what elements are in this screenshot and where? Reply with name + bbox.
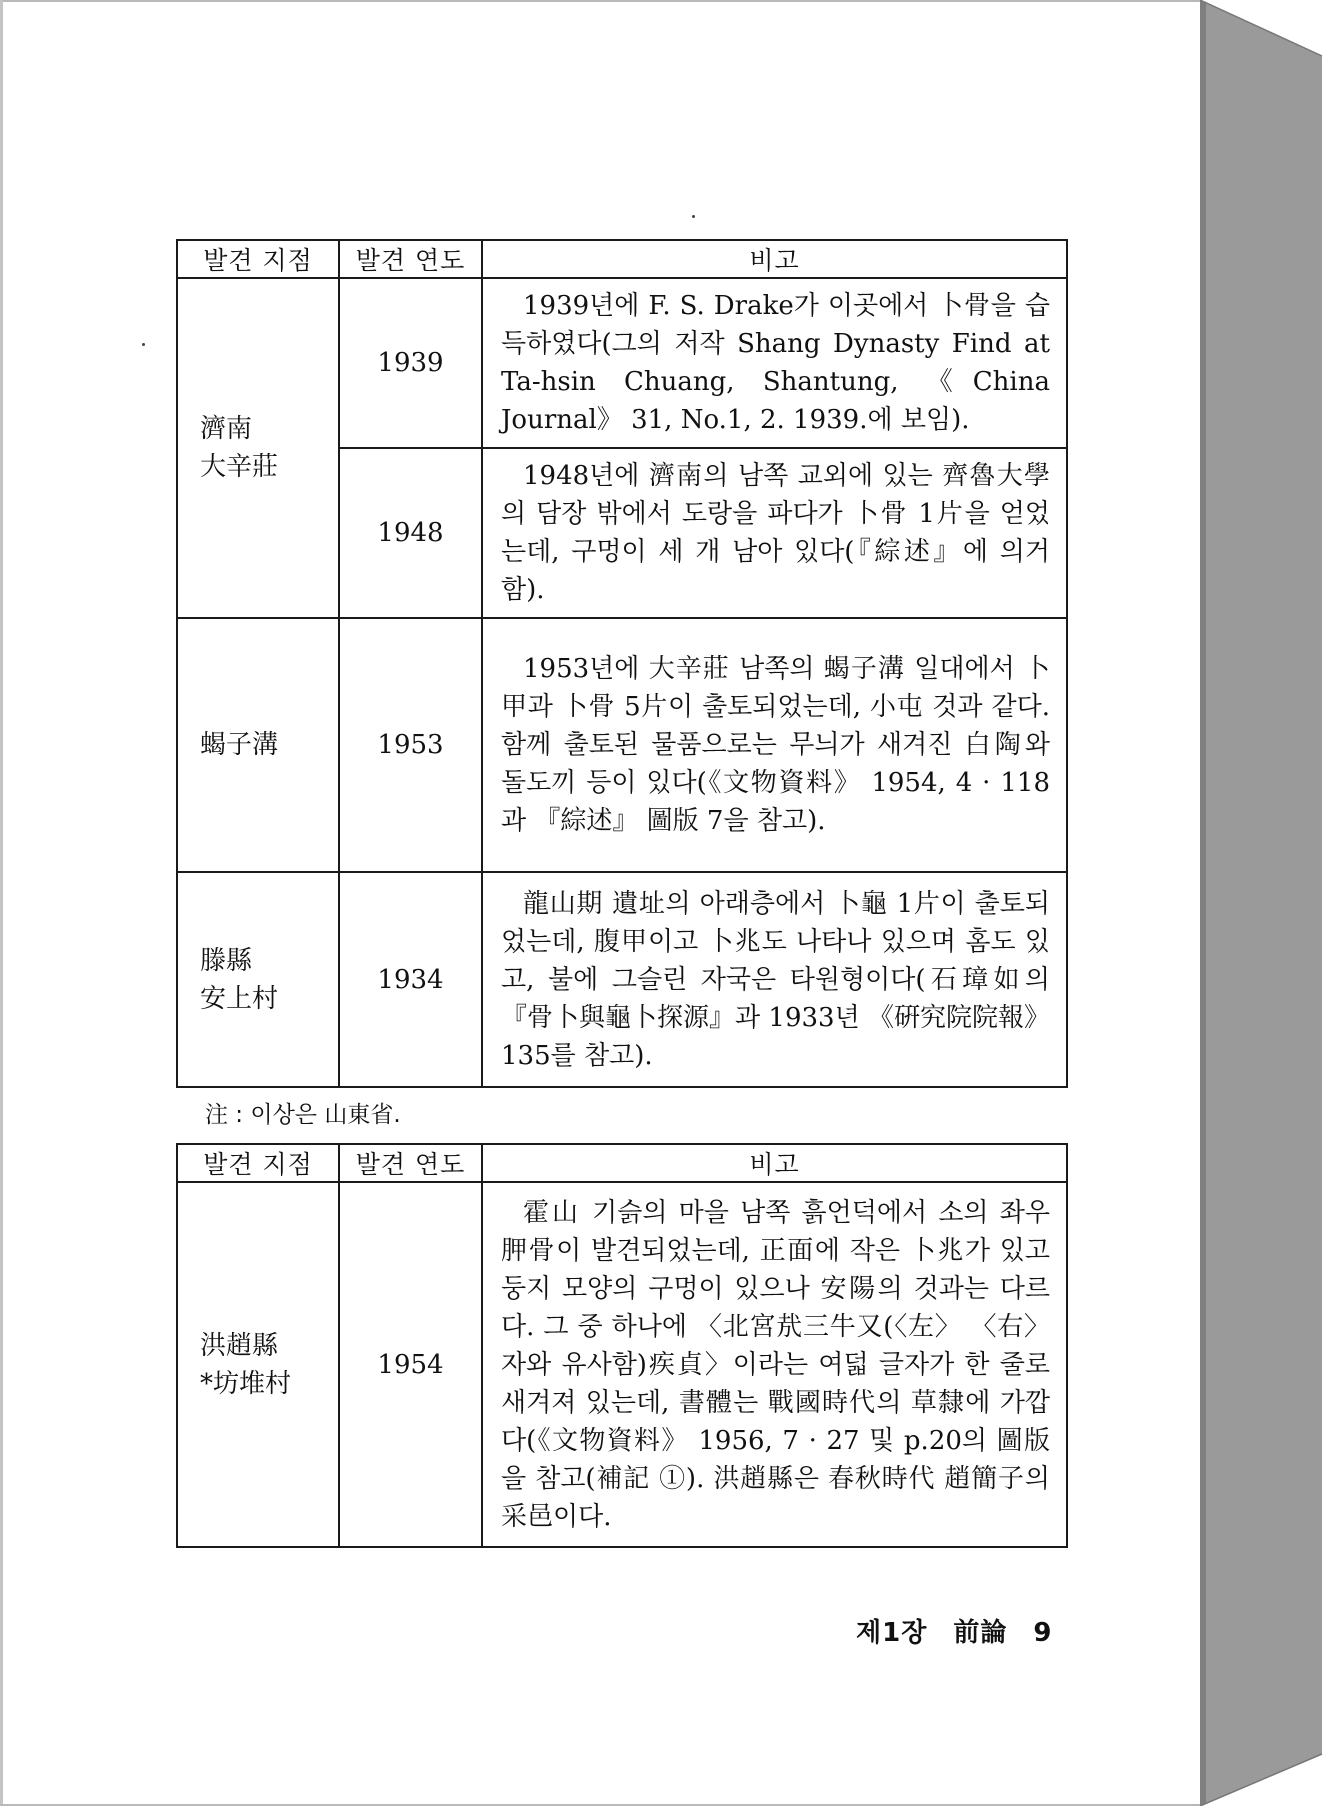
note-cell: 霍山 기슭의 마을 남쪽 흙언덕에서 소의 좌우 胛骨이 발견되었는데, 正面에 작은 卜兆가 있고 둥지 모양의 구멍이 있으나 安陽의 것과는 다르다. 그 중 하나에 〈北宮㢤三牛又(〈左〉 〈右〉 자와 유사함)疾貞〉이라는 여덟 글자가 한 줄로 새겨져 있는데, 書體는 戰國時代의 草隸에 가깝다(《文物資料》 1956, 7 · 27 및 p.20의 圖版을 참고(補記 ①). 洪趙縣은 春秋時代 趙簡子의 采邑이다. <box>482 1182 1067 1547</box>
header-year: 발견 연도 <box>339 240 482 278</box>
note-cell: 1953년에 大辛莊 남쪽의 蝎子溝 일대에서 卜甲과 卜骨 5片이 출토되었는데, 小屯 것과 같다. 함께 출토된 물품으로는 무늬가 새겨진 白陶와 돌도끼 등이 있다(《文物資料》 1954, 4 · 118과 『綜述』 圖版 7을 참고). <box>482 618 1067 872</box>
table-row <box>177 278 1067 448</box>
table-row <box>177 618 1067 872</box>
table-header-row <box>177 240 1067 278</box>
page-number: 9 <box>1033 1618 1053 1648</box>
table-row <box>177 1182 1067 1547</box>
year-cell: 1939 <box>339 278 482 448</box>
header-note: 비고 <box>482 1144 1067 1182</box>
page-footer <box>856 1612 1052 1649</box>
header-note: 비고 <box>482 240 1067 278</box>
site-cell: 洪趙縣 *坊堆村 <box>177 1182 339 1547</box>
year-cell: 1934 <box>339 872 482 1087</box>
chapter-title: 前論 <box>953 1618 1008 1648</box>
site-cell: 滕縣 安上村 <box>177 872 339 1087</box>
print-speck <box>692 215 695 218</box>
site-cell: 濟南 大辛莊 <box>177 278 339 618</box>
findings-table-2 <box>176 1143 1068 1548</box>
table-row <box>177 872 1067 1087</box>
header-site: 발견 지점 <box>177 240 339 278</box>
findings-table-1 <box>176 239 1068 1088</box>
note-cell: 1948년에 濟南의 남쪽 교외에 있는 齊魯大學의 담장 밖에서 도랑을 파다가 卜骨 1片을 얻었는데, 구멍이 세 개 남아 있다(『綜述』에 의거함). <box>482 448 1067 618</box>
print-speck <box>142 343 145 346</box>
header-site: 발견 지점 <box>177 1144 339 1182</box>
year-cell: 1954 <box>339 1182 482 1547</box>
year-cell: 1948 <box>339 448 482 618</box>
note-cell: 1939년에 F. S. Drake가 이곳에서 卜骨을 습득하였다(그의 저작 Shang Dynasty Find at Ta-hsin Chuang, Shantung, 《China Journal》 31, No.1, 2. 1939.에 보임). <box>482 278 1067 448</box>
table-header-row <box>177 1144 1067 1182</box>
site-cell: 蝎子溝 <box>177 618 339 872</box>
chapter-label: 제1장 <box>856 1618 928 1648</box>
table-footnote: 注 : 이상은 山東省. <box>205 1102 401 1128</box>
year-cell: 1953 <box>339 618 482 872</box>
note-cell: 龍山期 遺址의 아래층에서 卜龜 1片이 출토되었는데, 腹甲이고 卜兆도 나타나 있으며 홈도 있고, 불에 그슬린 자국은 타원형이다(石璋如의 『骨卜與龜卜探源』과 1933년 《硏究院院報》 135를 참고). <box>482 872 1067 1087</box>
header-year: 발견 연도 <box>339 1144 482 1182</box>
